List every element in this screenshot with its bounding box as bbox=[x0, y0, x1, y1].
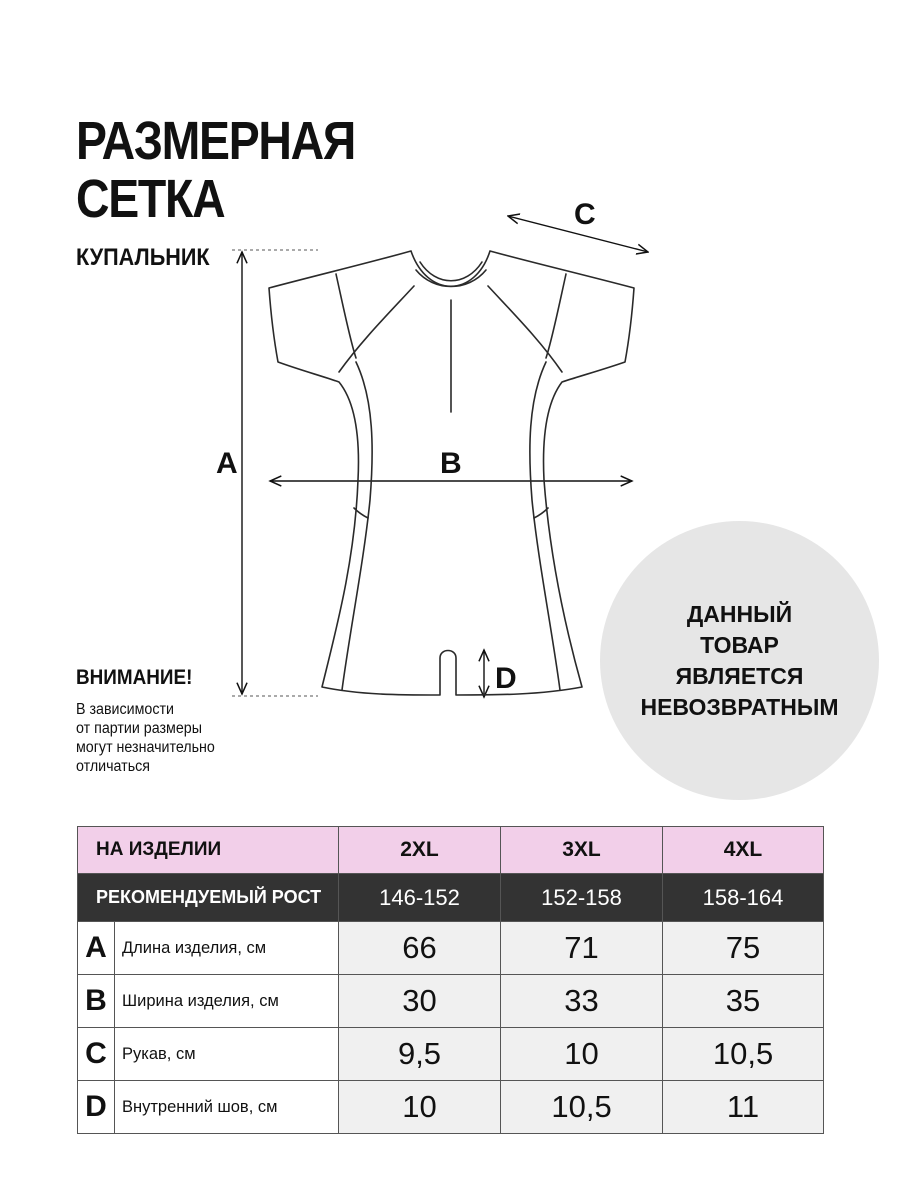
non-returnable-badge bbox=[600, 521, 879, 800]
label-a: A bbox=[216, 447, 238, 480]
panel-notch-right bbox=[534, 508, 548, 518]
row-label: Ширина изделия, см bbox=[115, 975, 339, 1028]
table-row bbox=[78, 922, 824, 975]
row-value: 10,5 bbox=[501, 1081, 663, 1134]
label-c: C bbox=[574, 198, 596, 231]
row-letter: A bbox=[78, 922, 115, 975]
table-row bbox=[78, 1081, 824, 1134]
row-value: 10 bbox=[339, 1081, 501, 1134]
notice-line: ДАННЫЙ bbox=[686, 600, 793, 627]
size-header-row bbox=[78, 827, 824, 874]
sleeve-seam-right bbox=[546, 274, 566, 358]
collar-band bbox=[416, 270, 486, 287]
row-label: Длина изделия, см bbox=[115, 922, 339, 975]
row-value: 71 bbox=[501, 922, 663, 975]
row-letter: C bbox=[78, 1028, 115, 1081]
height-value: 152-158 bbox=[501, 874, 663, 922]
warning-text bbox=[76, 700, 260, 776]
row-letter: B bbox=[78, 975, 115, 1028]
row-value: 33 bbox=[501, 975, 663, 1028]
raglan-seam-right bbox=[488, 286, 562, 372]
row-value: 9,5 bbox=[339, 1028, 501, 1081]
row-value: 75 bbox=[663, 922, 824, 975]
row-value: 30 bbox=[339, 975, 501, 1028]
height-row bbox=[78, 874, 824, 922]
row-label: Внутренний шов, см bbox=[115, 1081, 339, 1134]
product-type: КУПАЛЬНИК bbox=[76, 244, 210, 271]
size-3xl: 3XL bbox=[501, 827, 663, 874]
row-value: 11 bbox=[663, 1081, 824, 1134]
side-panel-left bbox=[342, 362, 372, 690]
warning-line: могут незначительно bbox=[76, 739, 215, 756]
height-value: 146-152 bbox=[339, 874, 501, 922]
row-label: Рукав, см bbox=[115, 1028, 339, 1081]
row-value: 10,5 bbox=[663, 1028, 824, 1081]
table-row bbox=[78, 1028, 824, 1081]
warning-line: отличаться bbox=[76, 758, 150, 775]
label-b: B bbox=[440, 447, 462, 480]
notice-line: ЯВЛЯЕТСЯ bbox=[675, 662, 804, 689]
label-d: D bbox=[495, 662, 517, 695]
size-2xl: 2XL bbox=[339, 827, 501, 874]
row-letter: D bbox=[78, 1081, 115, 1134]
warning-title: ВНИМАНИЕ! bbox=[76, 666, 193, 689]
height-label: РЕКОМЕНДУЕМЫЙ РОСТ bbox=[78, 874, 339, 922]
warning-line: В зависимости bbox=[76, 701, 174, 718]
header-label: НА ИЗДЕЛИИ bbox=[78, 827, 339, 874]
size-table bbox=[77, 826, 824, 1134]
notice-line: НЕВОЗВРАТНЫМ bbox=[640, 693, 839, 720]
row-value: 35 bbox=[663, 975, 824, 1028]
title-line-1: РАЗМЕРНАЯ bbox=[76, 111, 356, 171]
row-value: 10 bbox=[501, 1028, 663, 1081]
size-4xl: 4XL bbox=[663, 827, 824, 874]
warning-line: от партии размеры bbox=[76, 720, 202, 737]
height-value: 158-164 bbox=[663, 874, 824, 922]
raglan-seam-left bbox=[339, 286, 414, 372]
sleeve-seam-left bbox=[336, 274, 356, 358]
notice-line: ТОВАР bbox=[700, 631, 779, 658]
row-value: 66 bbox=[339, 922, 501, 975]
non-returnable-text bbox=[640, 599, 838, 723]
table-row bbox=[78, 975, 824, 1028]
title-line-2: СЕТКА bbox=[76, 169, 225, 229]
side-panel-right bbox=[530, 362, 560, 690]
